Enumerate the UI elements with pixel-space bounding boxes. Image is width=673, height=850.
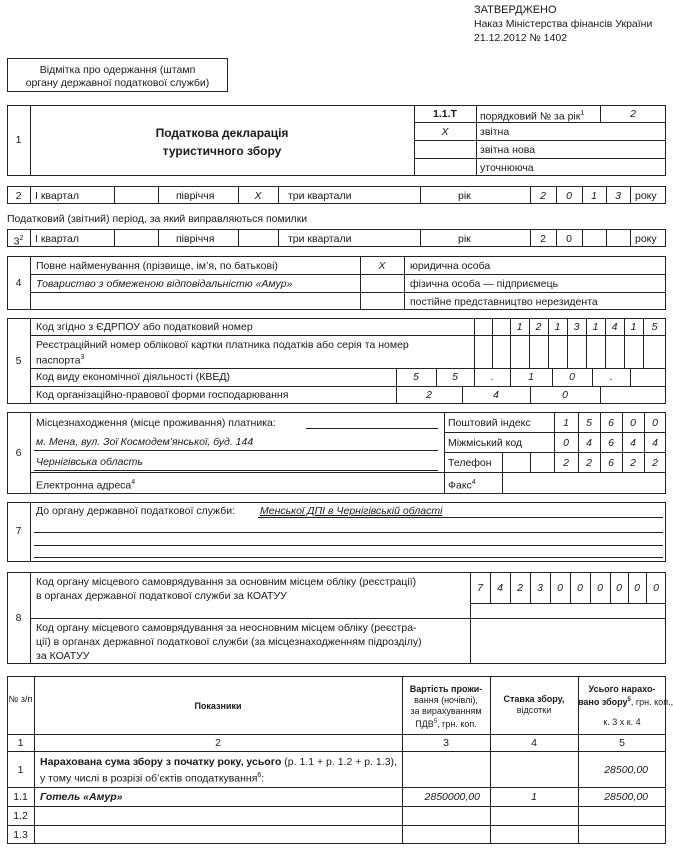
declaration-title-line1: Податкова декларація	[155, 126, 289, 140]
edrpou-digit[interactable]: 1	[516, 321, 523, 333]
period-half-mark[interactable]: X	[254, 190, 262, 202]
edrpou-digit[interactable]: 1	[592, 321, 599, 333]
edrpou-digit[interactable]: 5	[651, 321, 658, 333]
phone-digit[interactable]: 6	[608, 457, 614, 469]
approval-title: ЗАТВЕРДЖЕНО	[474, 4, 557, 16]
location-label: Місцезнаходження (місце проживання) платника:	[36, 417, 276, 429]
koatuu-main-label-line2: в органах державної податкової служби за КОАТУУ	[36, 590, 287, 602]
section-7-number: 7	[15, 525, 22, 537]
year-digit[interactable]: 1	[591, 190, 597, 202]
kopfg-label: Код організаційно-правової форми господарювання	[36, 389, 289, 401]
row-number: 1.3	[13, 829, 28, 841]
header-cost-line1: Вартість прожи-	[409, 684, 483, 694]
payer-type-legal: юридична особа	[410, 260, 491, 272]
approval-date: 21.12.2012 № 1402	[474, 32, 568, 44]
row1-number: 1	[17, 764, 24, 776]
year-digit[interactable]: 0	[566, 190, 572, 202]
section-8-number: 8	[15, 612, 22, 624]
period-q1: І квартал	[35, 190, 79, 202]
authority-value[interactable]: Менської ДПІ в Чернігівській області	[260, 505, 443, 517]
row-number: 1.1	[13, 791, 28, 803]
passport-label-line2: паспорта$^3$	[36, 354, 85, 367]
header-rate-line2: відсотки	[516, 705, 552, 715]
section-2-number: 2	[15, 190, 22, 202]
koatuu-digit[interactable]: 0	[616, 582, 622, 594]
intercity-digit[interactable]: 6	[608, 437, 614, 449]
row-rate[interactable]: 1	[531, 791, 537, 803]
declaration-title-line2: туристичного збору	[162, 144, 282, 158]
koatuu-digit[interactable]: 0	[634, 582, 640, 594]
kved-dot: .	[490, 371, 494, 383]
payer-name-label: Повне найменування (прізвище, ім’я, по батькові)	[36, 260, 278, 272]
kopfg-digit[interactable]: 0	[562, 389, 568, 401]
phone-digit[interactable]: 2	[630, 457, 636, 469]
correction-half: півріччя	[176, 233, 215, 245]
correction-q1: І квартал	[35, 233, 79, 245]
report-type-mark[interactable]: X	[441, 126, 449, 138]
payer-type-nonresident: постійне представництво нерезидента	[410, 296, 598, 308]
kved-label: Код виду економічної діяльності (КВЕД)	[36, 371, 230, 383]
serial-value[interactable]: 2	[630, 108, 636, 120]
payer-type-entrepreneur: фізична особа — підприємець	[410, 278, 559, 290]
header-indicator: Показники	[194, 701, 242, 711]
koatuu-digit[interactable]: 3	[537, 582, 543, 594]
phone-digit[interactable]: 2	[652, 457, 658, 469]
edrpou-label: Код згідно з ЄДРПОУ або податковий номер	[36, 321, 253, 333]
section-4-number: 4	[15, 277, 22, 289]
postal-digit[interactable]: 6	[608, 417, 614, 429]
section-5-number: 5	[15, 355, 22, 367]
header-cost-line4: ПДВ$^5$, грн. коп.	[415, 719, 477, 729]
report-type-corrective: уточнююча	[480, 162, 534, 174]
phone-digit[interactable]: 2	[586, 457, 592, 469]
koatuu-extra-label-line1: Код органу місцевого самоврядування за неосновним місцем обліку (реєстра-	[36, 622, 417, 634]
intercity-digit[interactable]: 0	[563, 437, 569, 449]
authority-label: До органу державної податкової служби:	[36, 505, 235, 517]
header-total-line1: Усього нарахо-	[588, 684, 656, 694]
edrpou-digit[interactable]: 2	[535, 321, 542, 333]
koatuu-extra-label-line2: ції) в органах державної податкової служби (за місцезнаходженням підрозділу)	[36, 636, 422, 648]
period-half: півріччя	[176, 190, 215, 202]
stamp-line2: органу державної податкової служби)	[25, 77, 210, 89]
correction-caption: Податковий (звітний) період, за який виправляються помилки	[7, 213, 308, 225]
row-number: 1.2	[13, 810, 28, 822]
row-label[interactable]: Готель «Амур»	[40, 791, 123, 803]
col-number: 1	[17, 737, 24, 749]
postal-digit[interactable]: 5	[586, 417, 592, 429]
row-cost[interactable]: 2850000,00	[424, 791, 480, 803]
koatuu-digit[interactable]: 0	[597, 582, 603, 594]
year-digit[interactable]: 3	[615, 190, 621, 202]
koatuu-extra-label-line3: за КОАТУУ	[36, 650, 90, 662]
report-type-new: звітна нова	[480, 144, 536, 156]
header-total-line4: к. 3 х к. 4	[603, 717, 641, 727]
correction-year-word: року	[635, 233, 657, 245]
payer-name-value[interactable]: Товариство з обмеженою відповідальністю «Амур»	[36, 278, 293, 290]
serial-label: порядковий № за рік$^1$	[480, 110, 585, 123]
postal-digit[interactable]: 0	[630, 417, 636, 429]
correction-year-digit[interactable]: 2	[540, 233, 546, 245]
section-1-number: 1	[15, 134, 22, 146]
year-digit[interactable]: 2	[540, 190, 546, 202]
intercity-digit[interactable]: 4	[652, 437, 658, 449]
address-line1[interactable]: м. Мена, вул. Зої Космодем’янської, буд. 144	[36, 436, 254, 448]
kved-digit[interactable]: 0	[569, 371, 575, 383]
edrpou-digit[interactable]: 3	[573, 321, 580, 333]
report-type-regular: звітна	[480, 126, 510, 138]
kopfg-digit[interactable]: 4	[493, 389, 499, 401]
col-number: 5	[619, 737, 625, 749]
period-year-word: року	[635, 190, 657, 202]
koatuu-digit[interactable]: 4	[497, 582, 503, 594]
header-num: № з/п	[8, 694, 33, 704]
payer-type-mark[interactable]: X	[378, 260, 386, 272]
period-q3: три квартали	[288, 190, 352, 202]
col-number: 4	[531, 737, 537, 749]
section-6-number: 6	[15, 447, 22, 459]
kved-digit[interactable]: 1	[528, 371, 534, 383]
email-label: Електронна адреса$^4$	[36, 479, 136, 492]
koatuu-digit[interactable]: 0	[653, 582, 659, 594]
kved-digit[interactable]: 5	[452, 371, 458, 383]
col-number: 2	[215, 737, 221, 749]
header-total-line2: вано збору$^5$, грн. коп.,	[578, 697, 673, 707]
postal-label: Поштовий індекс	[448, 417, 531, 429]
section-3-number: $3^2$	[13, 235, 24, 248]
fax-label: Факс$^4$	[448, 479, 476, 492]
intercity-digit[interactable]: 4	[586, 437, 592, 449]
correction-year-digit[interactable]: 0	[566, 233, 572, 245]
row1-label-line2: у тому числі в розрізі об’єктів оподаткування$^6$:	[40, 772, 265, 785]
phone-digit[interactable]: 2	[563, 457, 569, 469]
koatuu-digit[interactable]: 7	[477, 582, 483, 594]
correction-q3: три квартали	[288, 233, 352, 245]
header-cost-line3: за вирахуванням	[410, 706, 482, 716]
postal-digit[interactable]: 0	[652, 417, 658, 429]
row1-total[interactable]: 28500,00	[604, 764, 648, 776]
edrpou-digit[interactable]: 4	[611, 321, 618, 333]
form-code: 1.1.Т	[433, 108, 457, 120]
row1-label-line1: Нарахована сума збору з початку року, усього (р. 1.1 + р. 1.2 + р. 1.3),	[40, 756, 397, 768]
koatuu-digit[interactable]: 0	[577, 582, 583, 594]
koatuu-main-label-line1: Код органу місцевого самоврядування за основним місцем обліку (реєстрації)	[36, 576, 417, 588]
koatuu-digit[interactable]: 0	[557, 582, 563, 594]
correction-year-label: рік	[458, 233, 471, 245]
passport-label-line1: Реєстраційний номер облікової картки платника податків або серія та номер	[36, 339, 409, 351]
kved-digit[interactable]: 5	[413, 371, 419, 383]
postal-digit[interactable]: 1	[563, 417, 569, 429]
kopfg-digit[interactable]: 2	[426, 389, 432, 401]
col-number: 3	[443, 737, 449, 749]
approval-order: Наказ Міністерства фінансів України	[474, 18, 653, 30]
intercity-digit[interactable]: 4	[630, 437, 636, 449]
koatuu-digit[interactable]: 2	[517, 582, 523, 594]
address-line2[interactable]: Чернігівська область	[36, 456, 143, 468]
row-total[interactable]: 28500,00	[604, 791, 648, 803]
header-cost-line2: вання (ночівлі),	[414, 695, 478, 705]
phone-label: Телефон	[448, 457, 492, 469]
header-rate-line1: Ставка збору,	[503, 694, 565, 704]
edrpou-digit[interactable]: 1	[630, 321, 637, 333]
stamp-line1: Відмітка про одержання (штамп	[39, 64, 196, 76]
kved-dot: .	[609, 371, 613, 383]
edrpou-digit[interactable]: 1	[554, 321, 561, 333]
intercity-label: Міжміський код	[448, 437, 523, 449]
period-year-label: рік	[458, 190, 471, 202]
